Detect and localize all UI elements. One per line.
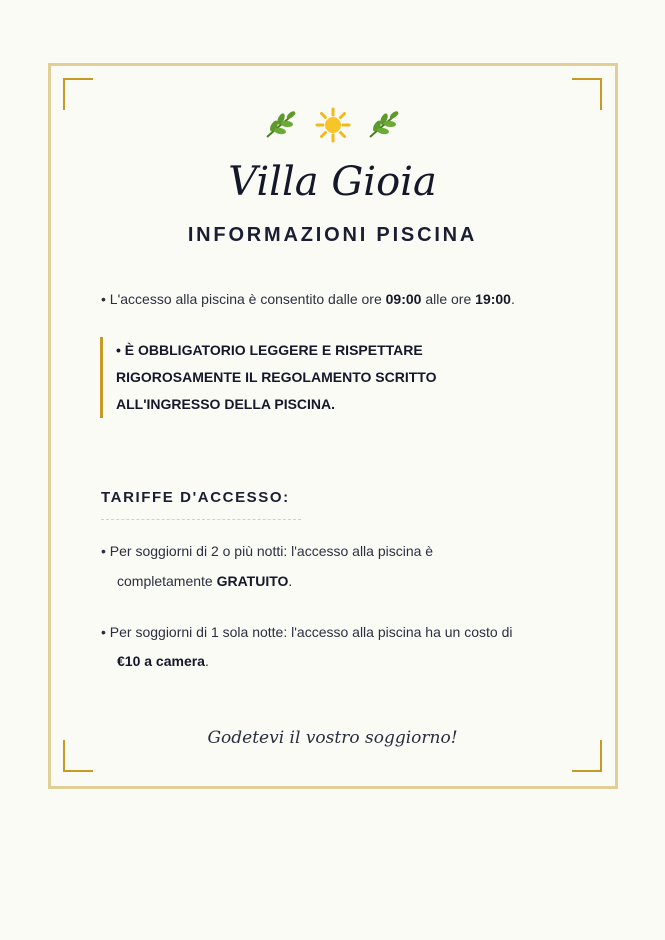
tariff-item-text: . xyxy=(288,573,293,589)
hours-suffix: . xyxy=(510,291,515,307)
opening-time: 09:00 xyxy=(385,291,422,307)
notice-line: RIGOROSAMENTE IL REGOLAMENTO SCRITTO xyxy=(116,369,437,385)
tariffs-divider xyxy=(101,519,301,520)
page-title: Villa Gioia xyxy=(228,159,437,205)
leaf-icon xyxy=(363,107,405,140)
leaf-icon xyxy=(260,107,310,140)
opening-hours-text xyxy=(101,291,515,307)
tariff-item-line xyxy=(117,653,209,669)
sun-icon xyxy=(311,107,363,140)
notice-line: • È OBBLIGATORIO LEGGERE E RISPETTARE xyxy=(116,342,423,358)
tariff-item-line xyxy=(117,573,292,589)
tariff-price-label: €10 a camera xyxy=(117,653,205,669)
hours-prefix: • L'accesso alla piscina è consentito dalle ore xyxy=(101,291,386,307)
rules-notice xyxy=(100,337,536,418)
tariff-free-label: GRATUITO xyxy=(216,573,289,589)
closing-time: 19:00 xyxy=(475,291,511,307)
header-ornament xyxy=(0,106,665,143)
page-subtitle: INFORMAZIONI PISCINA xyxy=(187,224,478,246)
tariffs-heading: TARIFFE D'ACCESSO: xyxy=(101,489,290,506)
hours-middle: alle ore xyxy=(421,291,476,307)
tariff-item-line: • Per soggiorni di 1 sola notte: l'accesso alla piscina ha un costo di xyxy=(101,624,513,640)
tariff-item-line: • Per soggiorni di 2 o più notti: l'accesso alla piscina è xyxy=(101,543,434,559)
tariff-item-text: completamente xyxy=(117,573,217,589)
closing-message: Godetevi il vostro soggiorno! xyxy=(207,728,458,748)
notice-line: ALL'INGRESSO DELLA PISCINA. xyxy=(116,396,336,412)
tariff-item-text: . xyxy=(204,653,209,669)
